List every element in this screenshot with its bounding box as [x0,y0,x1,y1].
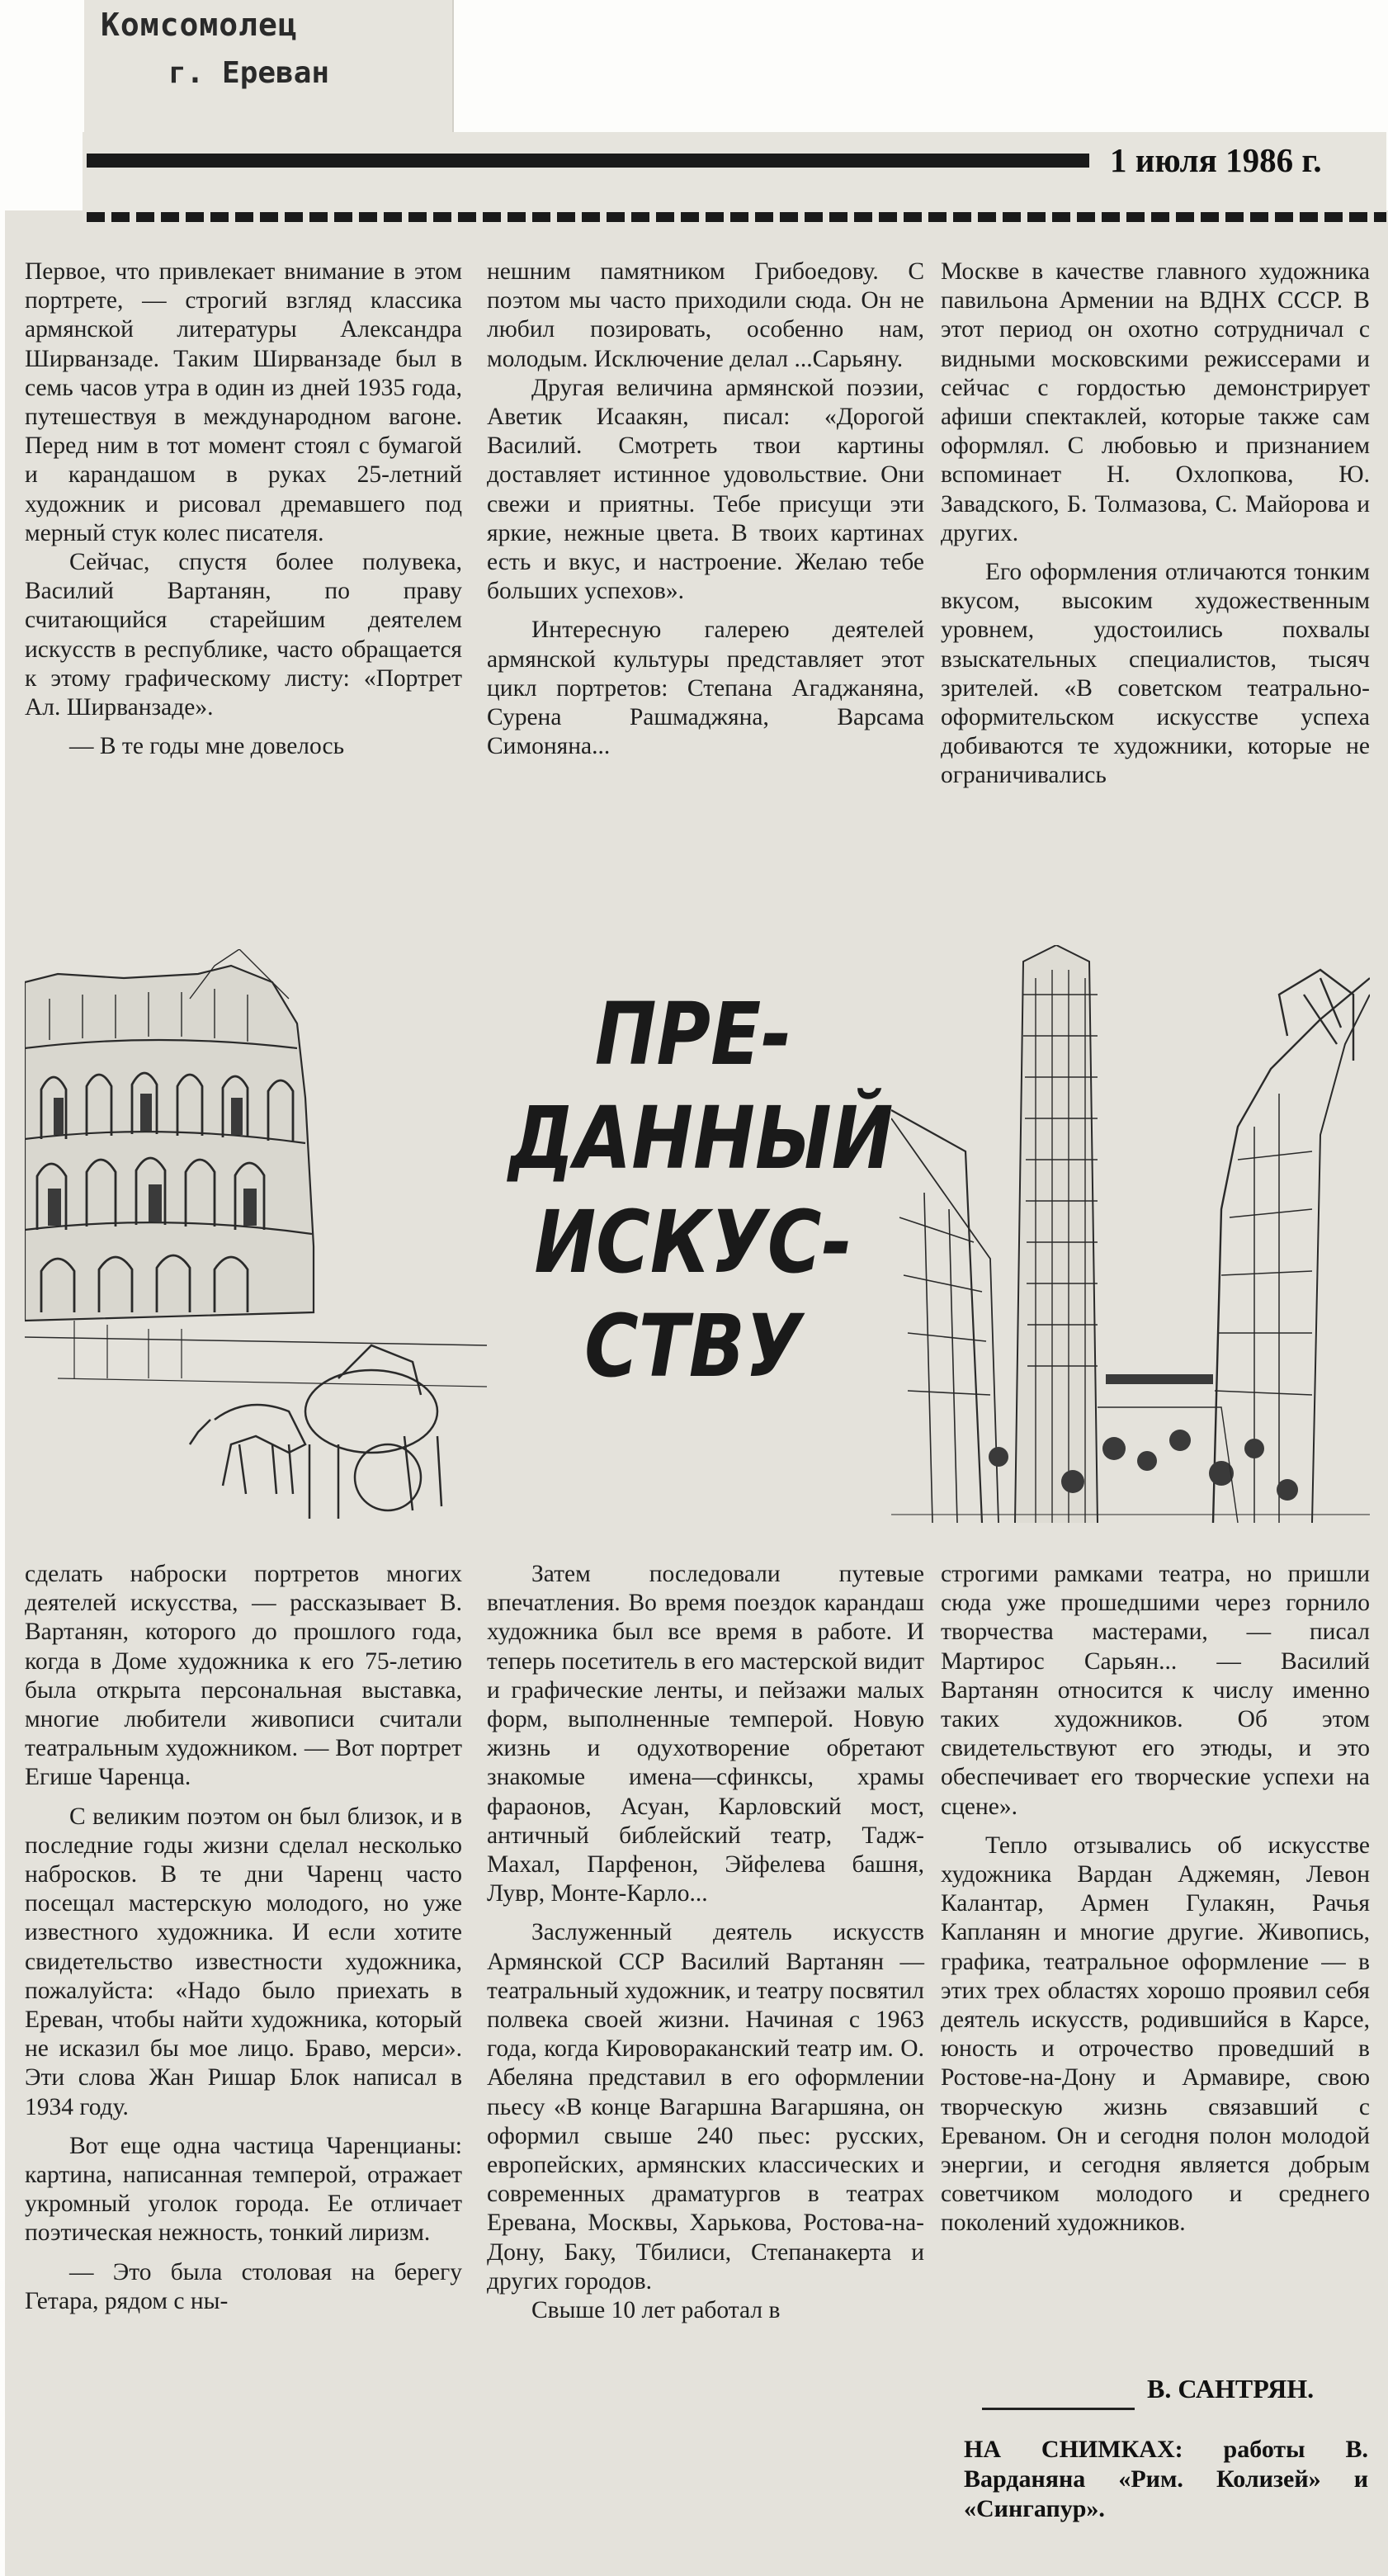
article-column-6 [941,1560,1370,2238]
paragraph: сделать наброски портретов многих деятелей искусства, — рассказывает В. Вартанян, которого до прошлого года, когда в Доме художника к его 75-летию была открыта персональная выставка, многие любители живописи считали театральным художником. — Вот портрет Егише Чаренца. [25,1561,462,1791]
paragraph: Вот еще одна частица Чаренцианы: картина, написанная темперой, отражает укромный уголок города. Ее отличает поэтическая нежность, тонкий лиризм. [25,2132,462,2247]
header-rule [87,154,1089,168]
dashed-rule [87,212,1386,222]
issue-date: 1 июля 1986 г. [1110,141,1322,179]
paragraph: нешним памятником Грибоедову. С поэтом мы часто приходили сюда. Он не любил позировать, особенно нам, молодым. Исключение делал ...Сарьяну. [487,258,924,372]
paragraph: Москве в качестве главного художника павильона Армении на ВДНХ СССР. В этот период он охотно сотрудничал с видными московскими режиссерами и сейчас с гордостью демонстрирует афиши спектаклей, которые также сам оформлял. С любовью и признанием вспоминает Н. Охлопкова, Ю. Завадского, Б. Толмазова, С. Майорова и других. [941,258,1370,546]
paragraph: Его оформления отличаются тонким вкусом, высоким художественным уровнем, удостоились похвалы взыскательных специалистов, тысяч зрителей. «В советском театрально-оформительском искусстве успеха добиваются те художники, которые не ограничивались [941,559,1370,789]
article-column-3 [941,258,1370,791]
publication-name: Комсомолец [101,7,298,43]
singapore-sketch [891,945,1370,1523]
article-column-4 [25,1560,462,2316]
headline-line: ИСКУС- [534,1192,852,1293]
article-column-1 [25,258,462,761]
photo-caption [964,2435,1375,2524]
paragraph: Сейчас, спустя более полувека, Василий Вартанян, по праву считающийся старейшим деятелем искусств в республике, часто обращается к этому графическому листу: «Портрет Ал. Ширванзаде». [25,549,462,721]
author-signature: В. САНТРЯН. [1147,2374,1315,2403]
article-column-2 [487,258,924,761]
paragraph: — Это была столовая на берегу Гетара, рядом с ны- [25,2258,462,2314]
article-column-5 [487,1560,924,2325]
article-headline [508,982,894,1398]
paragraph: — В те годы мне довелось [69,733,345,760]
publication-city: г. Ереван [168,56,330,90]
paragraph: Тепло отзывались об искусстве художника Вардан Аджемян, Левон Калантар, Армен Гулакян, Рачья Капланян и многие другие. Живопись, графика, театральное оформление — в этих трех областях хорошо проявил себя деятель искусств, родившийся в Карсе, юность и отрочество проведший в Ростове-на-Дону и Армавире, свою творческую жизнь связавший с Ереваном. Он и сегодня полон молодой энергии, и сегодня является добрым советчиком молодого и среднего поколений художников. [941,1832,1370,2237]
paragraph: Другая величина армянской поэзии, Аветик Исаакян, писал: «Дорогой Василий. Смотреть твои картины доставляет истинное удовольствие. Они свежи и приятны. Тебе присущи эти яркие, нежные цвета. В твоих картинах есть и вкус, и настроение. Желаю тебе больших успехов». [487,374,924,605]
caption-lead: НА СНИМКАХ: [964,2436,1183,2463]
paragraph: Заслуженный деятель искусств Армянской ССР Василий Вартанян — театральный художник, и театру посвятил полвека своей жизни. Начиная с 1963 года, когда Кировораканский театр им. О. Абеляна представил в его оформлении пьесу «В конце Вагаршна Вагаршяна, он оформил свыше 240 пьес: русских, европейских, армянских классических и современных драматургов в театрах Еревана, Москвы, Харькова, Ростова-на-Дону, Баку, Тбилиси, Степанакерта и других городов. [487,1919,925,2295]
publication-stamp [84,0,454,132]
paragraph: Интересную галерею деятелей армянской культуры представляет этот цикл портретов: Степана Агаджаняна, Сурена Рашмаджяна, Варсама Симоняна... [487,617,924,760]
headline-line: ПРЕ- [594,984,792,1085]
paragraph: С великим поэтом он был близок, и в последние годы жизни сделал несколько набросков. В те дни Чаренц часто посещал мастерскую молодого, но уже известного художника. И если хотите свидетельство известности художника, пожалуйста: «Надо было приехать в Ереван, чтобы найти художника, который не исказил бы мое лицо. Браво, мерси». Эти слова Жан Ришар Блок написал в 1934 году. [25,1803,462,2120]
paragraph: Затем последовали путевые впечатления. Во время поездок карандаш художника был все время в работе. И теперь посетитель в его мастерской видит и графические ленты, и пейзажи малых форм, выполненные темперой. Новую жизнь и одухотворение обретают знакомые имена—сфинксы, храмы фараонов, Асуан, Карловский мост, античный библейский театр, Тадж-Махал, Парфенон, Эйфелева башня, Лувр, Монте-Карло... [487,1561,924,1907]
signature-rule [982,2408,1135,2410]
paragraph: Свыше 10 лет работал в [531,2297,781,2324]
paragraph: Первое, что привлекает внимание в этом портрете, — строгий взгляд классика армянской литературы Александра Ширванзаде. Таким Ширванзаде был в семь часов утра в один из дней 1935 года, путешествуя в международном вагоне. Перед ним в тот момент стоял с бумагой и карандашом в руках 25-летний художник и рисовал дремавшего под мерный стук колес писателя. [25,258,462,546]
headline-line: ДАННЫЙ [508,1088,894,1189]
caption-text: работы В. Варданяна «Рим. Колизей» и «Сингапур». [964,2436,1375,2522]
paragraph: строгими рамками театра, но пришли сюда уже прошедшими через горнило творчества мастерами, — писал Мартирос Сарьян... — Василий Вартанян относится к числу именно таких художников. Об этом свидетельствуют его этюды, и это обеспечивает его творческие успехи на сцене». [941,1561,1370,1820]
headline-line: СТВУ [584,1296,802,1397]
colosseum-sketch [25,949,487,1535]
